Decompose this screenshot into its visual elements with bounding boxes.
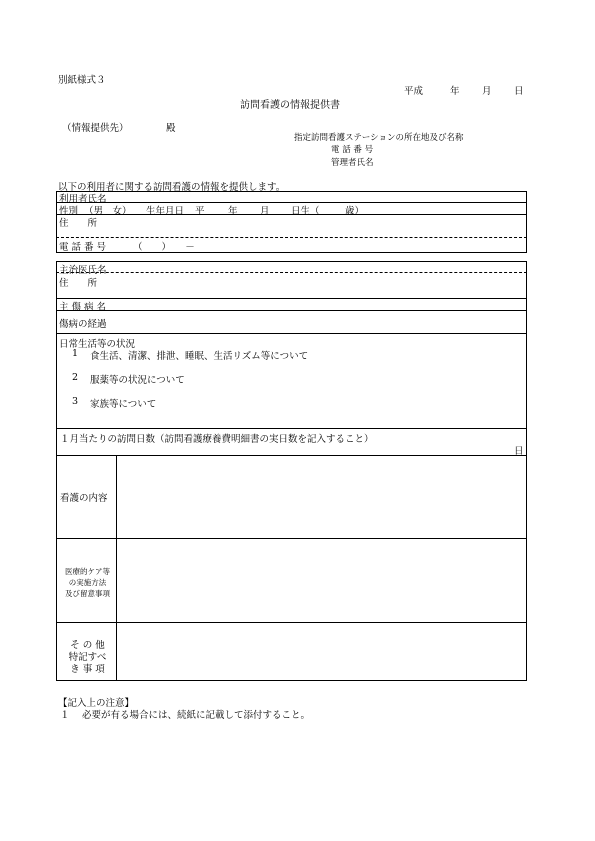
daily-life-item-3-num: 3 [72,396,79,407]
patient-dob-day: 日生（ [291,206,320,217]
patient-dob-label: 生年月日 [146,206,185,217]
daily-life-heading: 日常生活等の状況 [59,339,136,350]
form-number: 別紙様式３ [58,75,106,86]
recipient-suffix: 殿 [166,123,176,134]
patient-sex-label: 性別 [59,206,79,217]
patient-sex-options: （男 女） [84,206,132,217]
doctor-address-label: 住 所 [59,278,98,289]
intro-text: 以下の利用者に関する訪問看護の情報を提供します。 [58,182,286,193]
patient-section [56,191,527,253]
notes-item-num: １ [60,710,70,721]
daily-life-item-2-num: 2 [72,372,79,383]
daily-life-item-3: 家族等について [90,399,157,410]
course-label: 傷病の経過 [59,319,107,330]
main-disease-label: 主 傷 病 名 [59,302,107,313]
daily-life-item-1: 食生活、清潔、排泄、睡眠、生活リズム等について [90,351,309,362]
daily-life-item-1-num: 1 [72,348,79,359]
patient-phone-label: 電 話 番 号 [59,242,107,253]
medical-care-label: 医療的ケア等 の実施方法 及び留意事項 [65,567,110,598]
other-notes-label: そ の 他 特記すべ き 事 項 [68,640,107,675]
visits-unit: 日 [514,446,524,457]
notes-item-text: 必要が有る場合には、続紙に記載して添付すること。 [82,710,311,721]
date-month: 月 [482,86,492,97]
daily-life-item-2: 服薬等の状況について [90,375,185,386]
recipient-label: （情報提供先） [62,123,129,134]
patient-dob-era: 平 [195,206,205,217]
document-title: 訪問看護の情報提供書 [240,100,340,111]
patient-address-label: 住 所 [59,218,98,229]
station-phone-label: 電 話 番 号 [331,145,374,155]
station-name-label: 指定訪問看護ステーションの所在地及び名称 [294,133,464,143]
visits-label: １月当たりの訪問日数（訪問看護療養費明細書の実日数を記入すること） [60,434,374,445]
patient-dob-year: 年 [228,206,238,217]
patient-dob-month: 月 [260,206,270,217]
date-year: 年 [450,86,460,97]
date-day: 日 [514,86,524,97]
patient-age-suffix: 歳） [345,206,365,217]
doctor-name-label: 主治医氏名 [59,265,107,276]
patient-phone-format: （ ） － [133,242,195,253]
care-content-label: 看護の内容 [60,493,108,504]
care-info-table [56,261,527,681]
date-era: 平成 [404,86,424,97]
patient-name-label: 利用者氏名 [59,194,107,205]
station-manager-label: 管理者氏名 [331,158,374,168]
notes-heading: 【記入上の注意】 [58,698,135,709]
